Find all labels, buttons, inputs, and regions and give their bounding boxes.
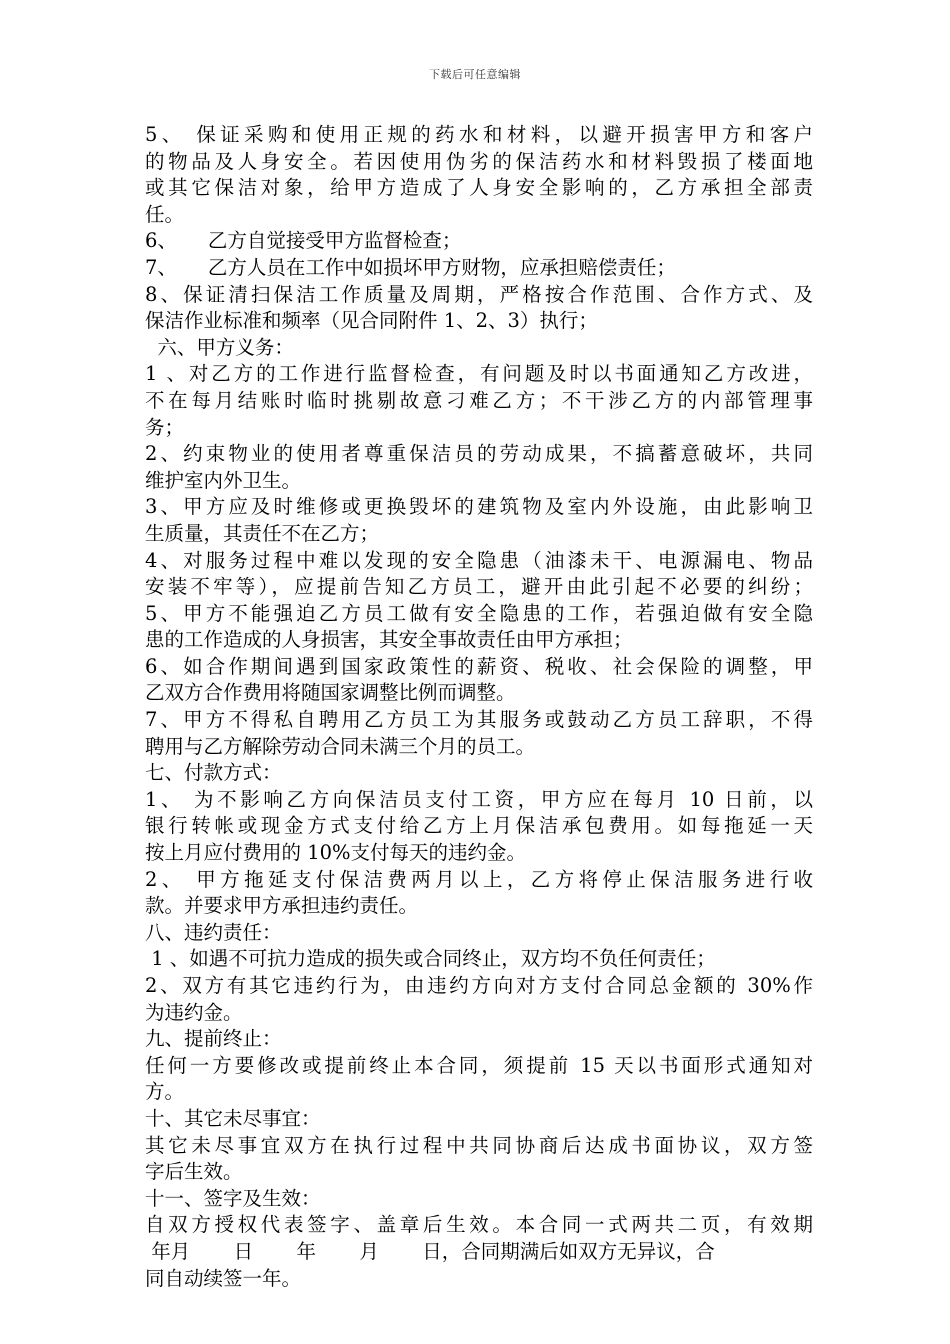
text-line: 1、 为不影响乙方向保洁员支付工资，甲方应在每月 10 日前，以 xyxy=(145,787,813,811)
text-line: 6、 乙方自觉接受甲方监督检查； xyxy=(145,229,462,253)
text-line: 3、甲方应及时维修或更换毁坏的建筑物及室内外设施，由此影响卫 xyxy=(145,495,813,519)
text-line: 款。并要求甲方承担违约责任。 xyxy=(145,894,419,918)
text-line: 2、 甲方拖延支付保洁费两月以上，乙方将停止保洁服务进行收 xyxy=(145,867,813,891)
text-line: 务； xyxy=(145,415,185,439)
text-line: 七、付款方式： xyxy=(145,761,282,785)
text-line: 任何一方要修改或提前终止本合同，须提前 15 天以书面形式通知对 xyxy=(145,1053,813,1077)
text-line: 字后生效。 xyxy=(145,1160,243,1184)
text-line: 患的工作造成的人身损害，其安全事故责任由甲方承担； xyxy=(145,628,633,652)
text-line: 维护室内外卫生。 xyxy=(145,468,302,492)
text-line: 自双方授权代表签字、盖章后生效。本合同一式两共二页，有效期 xyxy=(145,1213,813,1237)
text-line: 其它未尽事宜双方在执行过程中共同协商后达成书面协议，双方签 xyxy=(145,1133,813,1157)
text-line: 十、其它未尽事宜： xyxy=(145,1106,321,1130)
text-line: 7、甲方不得私自聘用乙方员工为其服务或鼓动乙方员工辞职，不得 xyxy=(145,708,813,732)
text-line: 银行转帐或现金方式支付给乙方上月保洁承包费用。如每拖延一天 xyxy=(145,814,813,838)
text-line: 八、违约责任： xyxy=(145,920,282,944)
text-line: 5、 保证采购和使用正规的药水和材料，以避开损害甲方和客户 xyxy=(145,123,813,146)
document-body xyxy=(145,122,813,1292)
text-line: 按上月应付费用的 10%支付每天的违约金。 xyxy=(145,841,527,865)
text-line: 8、保证清扫保洁工作质量及周期，严格按合作范围、合作方式、及 xyxy=(145,282,813,306)
text-line: 年月 日 年 月 日，合同期满后如双方无异议，合 xyxy=(145,1239,715,1263)
text-line: 任。 xyxy=(145,202,185,226)
text-line: 1 、如遇不可抗力造成的损失或合同终止，双方均不负任何责任； xyxy=(145,947,716,971)
text-line: 7、 乙方人员在工作中如损坏甲方财物，应承担赔偿责任； xyxy=(145,255,676,279)
text-line: 方。 xyxy=(145,1080,185,1104)
text-line: 为违约金。 xyxy=(145,1000,243,1024)
text-line: 九、提前终止： xyxy=(145,1027,282,1051)
text-line: 或其它保洁对象，给甲方造成了人身安全影响的，乙方承担全部责 xyxy=(145,176,813,200)
text-line: 6、如合作期间遇到国家政策性的薪资、税收、社会保险的调整，甲 xyxy=(145,654,813,678)
page-header: 下载后可任意编辑 xyxy=(429,68,521,81)
text-line: 2、双方有其它违约行为，由违约方向对方支付合同总金额的 30%作 xyxy=(145,974,813,997)
text-line: 生质量，其责任不在乙方； xyxy=(145,521,380,545)
text-line: 1 、对乙方的工作进行监督检查，有问题及时以书面通知乙方改进， xyxy=(145,362,813,386)
text-line: 保洁作业标准和频率（见合同附件 1、2、3）执行； xyxy=(145,309,598,333)
text-line: 乙双方合作费用将随国家调整比例而调整。 xyxy=(145,681,516,705)
text-line: 同自动续签一年。 xyxy=(145,1266,302,1290)
text-line: 安装不牢等），应提前告知乙方员工，避开由此引起不必要的纠纷； xyxy=(145,575,813,599)
text-line: 2、约束物业的使用者尊重保洁员的劳动成果，不搞蓄意破坏，共同 xyxy=(145,442,813,466)
text-line: 5、甲方不能强迫乙方员工做有安全隐患的工作，若强迫做有安全隐 xyxy=(145,601,813,625)
text-line: 聘用与乙方解除劳动合同未满三个月的员工。 xyxy=(145,734,536,758)
text-line: 六、甲方义务： xyxy=(145,335,294,359)
text-line: 的物品及人身安全。若因使用伪劣的保洁药水和材料毁损了楼面地 xyxy=(145,149,813,173)
text-line: 十一、签字及生效： xyxy=(145,1186,321,1210)
text-line: 4、对服务过程中难以发现的安全隐患（油漆未干、电源漏电、物品 xyxy=(145,548,813,572)
text-line: 不在每月结账时临时挑剔故意刁难乙方；不干涉乙方的内部管理事 xyxy=(145,388,813,412)
